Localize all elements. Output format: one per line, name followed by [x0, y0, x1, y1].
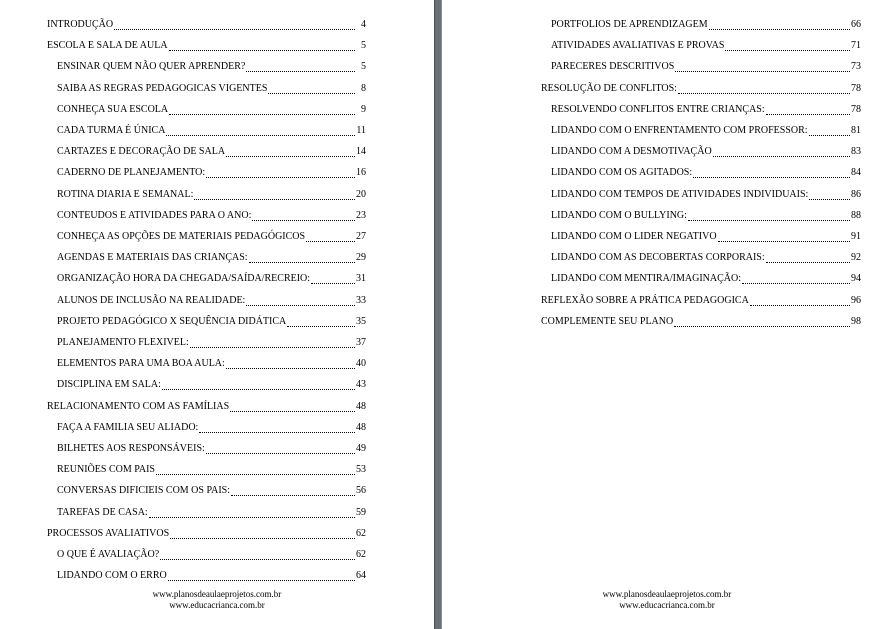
toc-entry-title: INTRODUÇÃO	[47, 19, 114, 30]
toc-entry-title: LIDANDO COM TEMPOS DE ATIVIDADES INDIVIDUAIS:	[551, 188, 809, 200]
footer-url-secondary: www.educacrianca.com.br	[169, 600, 265, 610]
toc-entry-title: DISCIPLINA EM SALA:	[57, 379, 161, 391]
toc-entry-title: FAÇA A FAMILIA SEU ALIADO:	[57, 421, 199, 433]
toc-entry-page-number: 48	[356, 400, 366, 412]
toc-entry-page-number: 16	[356, 167, 366, 179]
toc-entry-page-number: 49	[356, 443, 366, 454]
dot-leader	[311, 273, 355, 284]
toc-entry-page-number: 43	[356, 379, 366, 391]
toc-entry-page-number: 83	[851, 146, 861, 158]
dot-leader	[268, 83, 355, 94]
toc-entry[interactable]	[57, 336, 366, 350]
toc-entry-page-number: 31	[356, 273, 366, 285]
right-document-page	[442, 0, 892, 629]
toc-entry-page-number: 27	[356, 231, 366, 242]
toc-entry-page-number: 9	[361, 103, 366, 115]
toc-entry[interactable]	[47, 18, 366, 32]
footer-url-primary: www.planosdeaulaeprojetos.com.br	[602, 589, 732, 599]
toc-entry[interactable]	[57, 145, 366, 159]
dot-leader	[169, 40, 355, 51]
toc-entry-page-number: 66	[851, 19, 861, 30]
toc-entry-title: PROCESSOS AVALIATIVOS	[47, 527, 170, 539]
toc-entry-title: AGENDAS E MATERIAIS DAS CRIANÇAS:	[57, 252, 248, 264]
toc-entry[interactable]	[57, 378, 366, 392]
dot-leader	[713, 146, 850, 157]
toc-entry[interactable]	[551, 60, 861, 74]
toc-entry-title: PLANEJAMENTO FLEXIVEL:	[57, 337, 189, 348]
toc-entry[interactable]	[551, 188, 861, 202]
toc-entry[interactable]	[57, 230, 366, 244]
toc-entry[interactable]	[57, 124, 366, 138]
dot-leader	[287, 316, 355, 327]
dot-leader	[169, 104, 355, 115]
toc-entry-page-number: 4	[361, 19, 366, 30]
toc-entry[interactable]	[551, 145, 861, 159]
toc-entry-page-number: 62	[356, 549, 366, 560]
toc-entry[interactable]	[541, 82, 861, 96]
toc-entry[interactable]	[57, 463, 366, 477]
dot-leader	[230, 401, 355, 412]
toc-entry[interactable]	[551, 39, 861, 53]
toc-entry-title: LIDANDO COM AS DECOBERTAS CORPORAIS:	[551, 252, 765, 264]
dot-leader	[809, 189, 850, 200]
toc-entry-title: PARECERES DESCRITIVOS	[551, 61, 675, 73]
toc-entry-page-number: 86	[851, 188, 861, 200]
dot-leader	[693, 167, 850, 178]
toc-entry-title: TAREFAS DE CASA:	[57, 506, 148, 518]
dot-leader	[725, 40, 850, 51]
dot-leader	[170, 528, 355, 539]
toc-entry-page-number: 81	[851, 125, 861, 136]
toc-entry-page-number: 35	[356, 315, 366, 327]
dot-leader	[168, 570, 355, 581]
toc-entry-page-number: 92	[851, 252, 861, 264]
dot-leader	[246, 61, 355, 72]
toc-entry-page-number: 73	[851, 61, 861, 73]
dot-leader	[246, 295, 355, 306]
toc-entry-page-number: 62	[356, 527, 366, 539]
toc-entry[interactable]	[541, 294, 861, 308]
toc-entry-page-number: 96	[851, 294, 861, 306]
dot-leader	[226, 358, 355, 369]
page-footer	[0, 589, 434, 611]
toc-entry-title: CONHEÇA SUA ESCOLA	[57, 103, 169, 115]
dot-leader	[766, 252, 850, 263]
dot-leader	[809, 125, 850, 136]
toc-entry[interactable]	[57, 442, 366, 456]
toc-entry-page-number: 59	[356, 506, 366, 518]
dot-leader	[252, 210, 355, 221]
toc-entry[interactable]	[47, 527, 366, 541]
toc-entry[interactable]	[551, 103, 861, 117]
toc-entry-title: LIDANDO COM O BULLYING:	[551, 209, 687, 221]
toc-entry-title: PORTFOLIOS DE APRENDIZAGEM	[551, 19, 708, 30]
toc-entry-title: BILHETES AOS RESPONSÁVEIS:	[57, 443, 205, 454]
toc-entry[interactable]	[57, 188, 366, 202]
footer-url-primary: www.planosdeaulaeprojetos.com.br	[152, 589, 282, 599]
toc-entry-title: LIDANDO COM MENTIRA/IMAGINAÇÃO:	[551, 273, 741, 285]
dot-leader	[149, 507, 355, 518]
toc-entry-page-number: 78	[851, 82, 861, 94]
dot-leader	[160, 549, 355, 560]
page-divider	[434, 0, 442, 629]
toc-entry-title: CONVERSAS DIFICIEIS COM OS PAIS:	[57, 485, 231, 497]
toc-entry-title: COMPLEMENTE SEU PLANO	[541, 315, 674, 327]
toc-entry[interactable]	[57, 272, 366, 286]
toc-entry[interactable]	[47, 400, 366, 414]
toc-entry[interactable]	[551, 18, 861, 32]
toc-entry[interactable]	[57, 421, 366, 435]
dot-leader	[688, 210, 850, 221]
dot-leader	[718, 231, 850, 242]
toc-entry-page-number: 56	[356, 485, 366, 497]
toc-entry[interactable]	[57, 569, 366, 583]
toc-entry[interactable]	[551, 272, 861, 286]
dot-leader	[742, 273, 850, 284]
toc-entry-page-number: 53	[356, 464, 366, 476]
toc-entry[interactable]	[551, 166, 861, 180]
toc-entry-title: CONHEÇA AS OPÇÕES DE MATERIAIS PEDAGÓGICOS	[57, 231, 306, 242]
toc-entry-title: RELACIONAMENTO COM AS FAMÍLIAS	[47, 400, 230, 412]
toc-entry-page-number: 91	[851, 231, 861, 242]
toc-entry-title: O QUE É AVALIAÇÃO?	[57, 549, 160, 560]
toc-entry-page-number: 40	[356, 358, 366, 370]
dot-leader	[249, 252, 355, 263]
toc-entry-page-number: 29	[356, 252, 366, 264]
toc-entry[interactable]	[551, 230, 861, 244]
toc-entry-page-number: 84	[851, 167, 861, 179]
toc-entry[interactable]	[57, 166, 366, 180]
toc-entry-title: RESOLUÇÃO DE CONFLITOS:	[541, 82, 677, 94]
toc-entry-page-number: 71	[851, 40, 861, 52]
dot-leader	[162, 379, 355, 390]
dot-leader	[190, 337, 355, 348]
dot-leader	[231, 485, 355, 496]
toc-entry-title: LIDANDO COM A DESMOTIVAÇÃO	[551, 146, 712, 158]
dot-leader	[306, 231, 355, 242]
toc-entry-title: REUNIÕES COM PAIS	[57, 464, 155, 476]
toc-entry[interactable]	[57, 315, 366, 329]
toc-entry-title: LIDANDO COM O LIDER NEGATIVO	[551, 231, 717, 242]
toc-entry-page-number: 37	[356, 337, 366, 348]
toc-entry-page-number: 48	[356, 421, 366, 433]
toc-entry[interactable]	[57, 103, 366, 117]
toc-entry-title: REFLEXÃO SOBRE A PRÁTICA PEDAGOGICA	[541, 294, 749, 306]
toc-entry-title: ALUNOS DE INCLUSÃO NA REALIDADE:	[57, 294, 246, 306]
toc-entry-page-number: 23	[356, 209, 366, 221]
dot-leader	[199, 422, 355, 433]
dot-leader	[156, 464, 355, 475]
dot-leader	[674, 316, 850, 327]
toc-entry-title: ORGANIZAÇÃO HORA DA CHEGADA/SAÍDA/RECREIO:	[57, 273, 311, 285]
toc-entry-page-number: 98	[851, 315, 861, 327]
dot-leader	[206, 443, 355, 454]
page-footer	[442, 589, 892, 611]
toc-entry[interactable]	[57, 60, 366, 74]
toc-entry-title: ELEMENTOS PARA UMA BOA AULA:	[57, 358, 225, 370]
toc-entry[interactable]	[57, 548, 366, 562]
toc-entry[interactable]	[57, 209, 366, 223]
toc-entry-title: SAIBA AS REGRAS PEDAGOGICAS VIGENTES	[57, 82, 268, 94]
dot-leader	[206, 167, 355, 178]
toc-entry-title: CADERNO DE PLANEJAMENTO:	[57, 167, 206, 179]
toc-entry-page-number: 20	[356, 188, 366, 200]
toc-entry-title: LIDANDO COM O ENFRENTAMENTO COM PROFESSOR:	[551, 125, 808, 136]
toc-entry-title: ATIVIDADES AVALIATIVAS E PROVAS	[551, 40, 725, 52]
toc-entry[interactable]	[57, 357, 366, 371]
toc-entry-title: LIDANDO COM O ERRO	[57, 570, 167, 582]
toc-entry[interactable]	[551, 251, 861, 265]
toc-entry[interactable]	[551, 209, 861, 223]
toc-entry[interactable]	[57, 82, 366, 96]
dot-leader	[166, 125, 355, 136]
toc-entry-page-number: 8	[361, 82, 366, 94]
dot-leader	[194, 189, 355, 200]
toc-entry-page-number: 5	[361, 61, 366, 73]
toc-entry[interactable]	[57, 484, 366, 498]
toc-entry-page-number: 78	[851, 103, 861, 115]
toc-entry[interactable]	[551, 124, 861, 138]
dot-leader	[226, 146, 355, 157]
toc-entry-title: LIDANDO COM OS AGITADOS:	[551, 167, 693, 179]
dot-leader	[709, 19, 850, 30]
toc-entry-title: ROTINA DIARIA E SEMANAL:	[57, 188, 194, 200]
toc-entry-page-number: 94	[851, 273, 861, 285]
toc-entry-title: CARTAZES E DECORAÇÃO DE SALA	[57, 146, 226, 158]
toc-entry[interactable]	[541, 315, 861, 329]
toc-entry[interactable]	[47, 39, 366, 53]
toc-entry-page-number: 14	[356, 146, 366, 158]
toc-entry-title: RESOLVENDO CONFLITOS ENTRE CRIANÇAS:	[551, 103, 765, 115]
toc-entry-page-number: 11	[356, 125, 366, 136]
toc-entry-title: ENSINAR QUEM NÃO QUER APRENDER?	[57, 61, 246, 73]
toc-entry-page-number: 88	[851, 209, 861, 221]
left-document-page	[0, 0, 434, 629]
toc-entry[interactable]	[57, 251, 366, 265]
toc-entry-title: CONTEUDOS E ATIVIDADES PARA O ANO:	[57, 209, 252, 221]
toc-entry[interactable]	[57, 506, 366, 520]
dot-leader	[766, 104, 850, 115]
toc-entry[interactable]	[57, 294, 366, 308]
footer-url-secondary: www.educacrianca.com.br	[619, 600, 715, 610]
dot-leader	[750, 295, 850, 306]
toc-entry-title: ESCOLA E SALA DE AULA	[47, 40, 168, 52]
dot-leader	[675, 61, 850, 72]
toc-entry-page-number: 64	[356, 570, 366, 582]
toc-entry-page-number: 5	[361, 40, 366, 52]
dot-leader	[678, 83, 850, 94]
toc-entry-title: CADA TURMA É ÚNICA	[57, 125, 166, 136]
toc-entry-page-number: 33	[356, 294, 366, 306]
toc-entry-title: PROJETO PEDAGÓGICO X SEQUÊNCIA DIDÁTICA	[57, 315, 287, 327]
dot-leader	[114, 19, 355, 30]
